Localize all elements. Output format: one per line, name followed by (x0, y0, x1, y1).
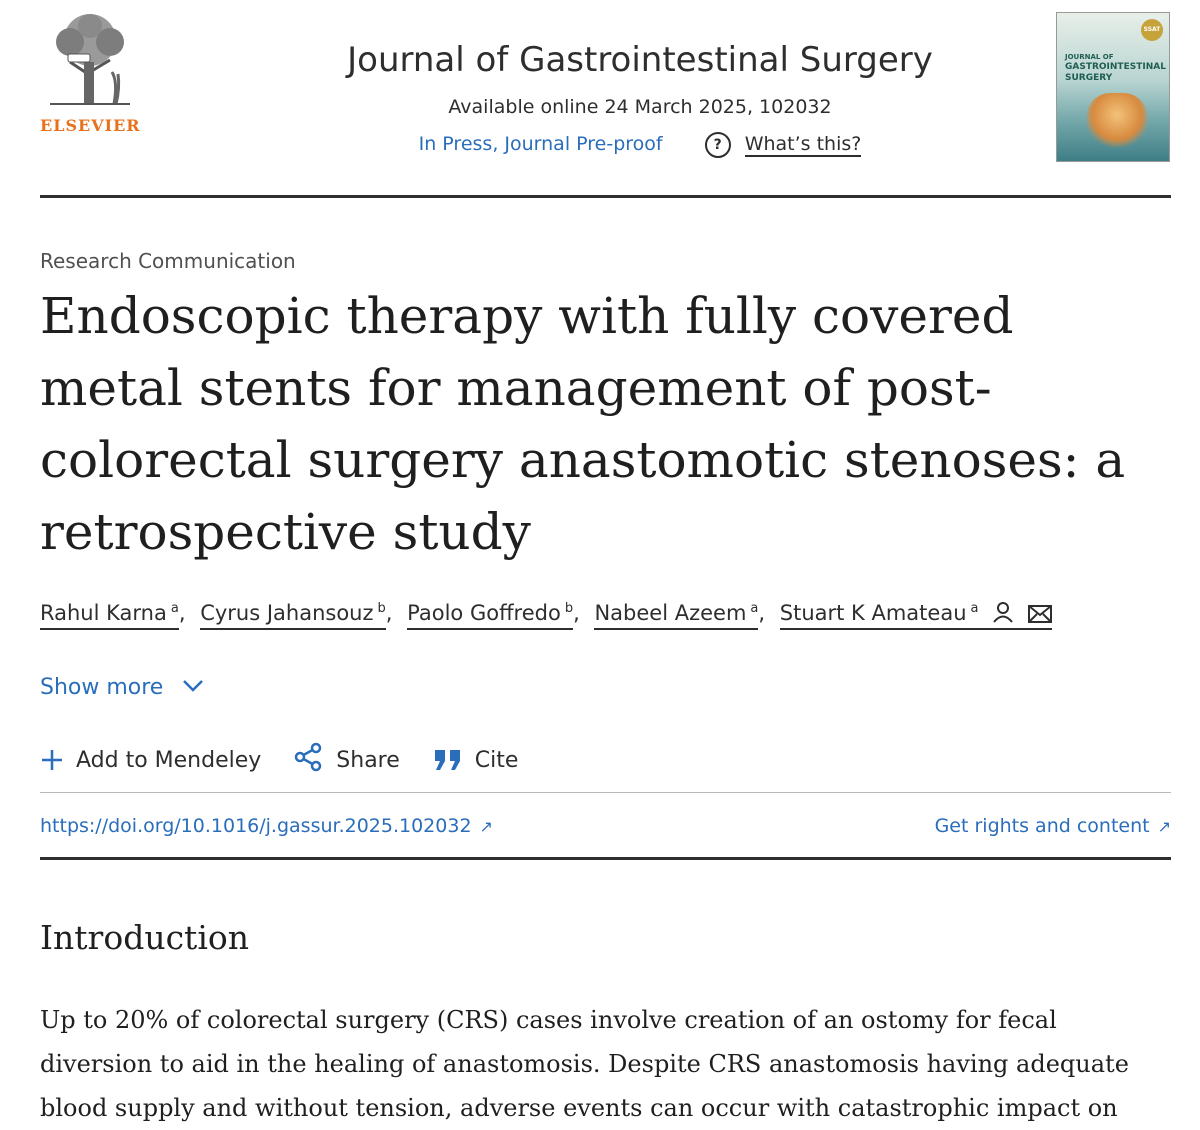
cite-label: Cite (474, 748, 519, 773)
body-paragraph: Up to 20% of colorectal surgery (CRS) cases involve creation of an ostomy for fecal diversion to aid in the healing of anastomosis. Despite CRS anastomosis having adequate blood supply and without tension, adverse events can occur with catastrophic impact on (40, 1006, 1129, 1122)
author-link[interactable] (780, 601, 1052, 630)
add-to-mendeley-button[interactable] (40, 748, 261, 773)
affiliation-marker: a (170, 601, 179, 616)
cover-line: SURGERY (1065, 73, 1113, 83)
separator: , (758, 601, 766, 625)
whats-this-link[interactable]: What’s this? (744, 133, 862, 155)
elsevier-tree-logo (40, 12, 140, 112)
availability-date: Available online 24 March 2025, 102032 (448, 96, 832, 118)
cover-line: JOURNAL OF (1065, 53, 1114, 61)
author-name: Paolo Goffredo (407, 601, 561, 625)
doi-bar (40, 792, 1171, 860)
author-name: Nabeel Azeem (594, 601, 747, 625)
person-icon (993, 601, 1013, 623)
rights-text: Get rights and content (934, 815, 1150, 837)
share-label: Share (336, 748, 400, 773)
author-name: Cyrus Jahansouz (200, 601, 374, 625)
cover-title (1065, 53, 1166, 84)
plus-icon (40, 748, 64, 772)
external-arrow-icon: ↗ (479, 817, 493, 836)
author-link[interactable] (40, 601, 179, 630)
elsevier-logo[interactable] (40, 12, 141, 135)
author-name: Rahul Karna (40, 601, 167, 625)
mendeley-label: Add to Mendeley (76, 748, 262, 773)
press-status-row (200, 132, 1080, 158)
article-type: Research Communication (40, 249, 296, 273)
author-link[interactable] (200, 601, 386, 630)
share-icon (294, 742, 324, 772)
journal-info (200, 40, 1080, 158)
doi-text: https://doi.org/10.1016/j.gassur.2025.102032 (40, 815, 472, 837)
author-name: Stuart K Amateau (779, 601, 967, 625)
mail-icon (1028, 605, 1052, 623)
share-button[interactable] (294, 742, 400, 773)
show-more-label: Show more (40, 675, 164, 700)
article-header (40, 0, 1171, 198)
separator: , (385, 601, 393, 625)
article-title: Endoscopic therapy with fully covered metal stents for management of post- colorectal surgery anastomotic stenoses: a retrospective study (40, 287, 1126, 561)
doi-link[interactable] (40, 815, 493, 837)
author-list (40, 601, 1171, 630)
article-actions (40, 742, 544, 773)
show-more-button[interactable] (40, 675, 204, 700)
affiliation-marker: a (970, 601, 979, 616)
external-arrow-icon: ↗ (1157, 817, 1171, 836)
author-link[interactable] (594, 601, 758, 630)
cover-illustration (1087, 93, 1147, 148)
journal-cover-image[interactable] (1056, 12, 1170, 162)
publisher-name: ELSEVIER (40, 116, 141, 135)
journal-title-link[interactable]: Journal of Gastrointestinal Surgery (347, 40, 933, 80)
chevron-down-icon (182, 679, 204, 693)
article-page (40, 0, 1171, 1120)
affiliation-marker: b (377, 601, 386, 616)
separator: , (178, 601, 186, 625)
separator: , (573, 601, 580, 625)
section-heading: Introduction (40, 918, 249, 957)
cite-button[interactable] (433, 748, 519, 773)
question-icon[interactable]: ? (705, 132, 731, 158)
author-link[interactable] (407, 601, 573, 630)
affiliation-marker: b (564, 601, 574, 616)
ssat-badge: SSAT (1141, 19, 1163, 41)
rights-link[interactable] (935, 815, 1171, 837)
affiliation-marker: a (750, 601, 759, 616)
cover-line: GASTROINTESTINAL (1065, 62, 1166, 72)
press-status: In Press, Journal Pre-proof (418, 133, 663, 155)
quote-icon (433, 748, 463, 772)
